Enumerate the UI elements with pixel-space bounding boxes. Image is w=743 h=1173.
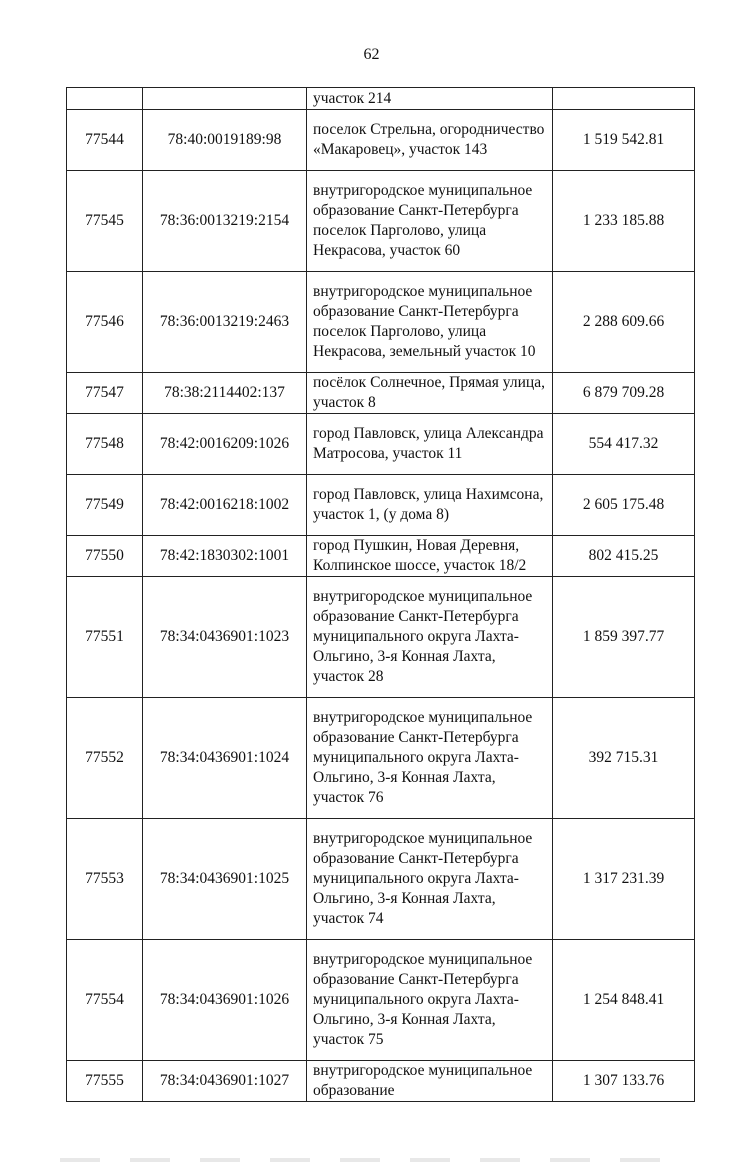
cadastral-value: 2 288 609.66 <box>553 272 695 373</box>
row-number: 77555 <box>67 1061 143 1102</box>
plot-address: внутригородское муниципальное образование <box>307 1061 553 1102</box>
cadastral-number: 78:42:0016218:1002 <box>143 475 307 536</box>
row-number: 77548 <box>67 414 143 475</box>
row-number: 77544 <box>67 110 143 171</box>
plot-address: город Павловск, улица Нахимсона, участок 1, (у дома 8) <box>307 475 553 536</box>
table-row <box>67 475 695 536</box>
plot-address: внутригородское муниципальное образование Санкт-Петербурга поселок Парголово, улица Некрасова, земельный участок 10 <box>307 272 553 373</box>
cadastral-number: 78:34:0436901:1025 <box>143 819 307 940</box>
cadastral-number: 78:40:0019189:98 <box>143 110 307 171</box>
cadastral-number: 78:42:0016209:1026 <box>143 414 307 475</box>
row-number: 77552 <box>67 698 143 819</box>
plot-address: участок 214 <box>307 88 553 110</box>
table-row <box>67 1061 695 1102</box>
cadastral-value: 1 859 397.77 <box>553 577 695 698</box>
plot-address: посёлок Солнечное, Прямая улица, участок 8 <box>307 373 553 414</box>
plot-address: внутригородское муниципальное образование Санкт-Петербурга муниципального округа Лахта-Ольгино, 3-я Конная Лахта, участок 28 <box>307 577 553 698</box>
plot-address: город Павловск, улица Александра Матросова, участок 11 <box>307 414 553 475</box>
cadastral-number: 78:34:0436901:1026 <box>143 940 307 1061</box>
table-row <box>67 536 695 577</box>
plot-address: город Пушкин, Новая Деревня, Колпинское шоссе, участок 18/2 <box>307 536 553 577</box>
table-body <box>67 88 695 1102</box>
plot-address: внутригородское муниципальное образование Санкт-Петербурга поселок Парголово, улица Некрасова, участок 60 <box>307 171 553 272</box>
cadastral-number: 78:42:1830302:1001 <box>143 536 307 577</box>
plot-address: поселок Стрельна, огородничество «Макаровец», участок 143 <box>307 110 553 171</box>
cadastral-number: 78:38:2114402:137 <box>143 373 307 414</box>
scan-edge-artifact <box>60 1158 690 1162</box>
plot-address: внутригородское муниципальное образование Санкт-Петербурга муниципального округа Лахта-Ольгино, 3-я Конная Лахта, участок 75 <box>307 940 553 1061</box>
table-row <box>67 110 695 171</box>
cadastral-number: 78:36:0013219:2154 <box>143 171 307 272</box>
page-number: 62 <box>363 46 380 63</box>
table-row <box>67 272 695 373</box>
row-number: 77545 <box>67 171 143 272</box>
cadastral-value: 1 307 133.76 <box>553 1061 695 1102</box>
table-row <box>67 414 695 475</box>
table-row <box>67 88 695 110</box>
row-number: 77546 <box>67 272 143 373</box>
cadastral-value: 1 233 185.88 <box>553 171 695 272</box>
table-row <box>67 940 695 1061</box>
table-row <box>67 577 695 698</box>
table-row <box>67 698 695 819</box>
row-number: 77550 <box>67 536 143 577</box>
cadastral-number: 78:36:0013219:2463 <box>143 272 307 373</box>
cadastral-number: 78:34:0436901:1027 <box>143 1061 307 1102</box>
row-number: 77551 <box>67 577 143 698</box>
land-plot-table <box>66 87 695 1102</box>
cadastral-value: 554 417.32 <box>553 414 695 475</box>
cadastral-value: 1 317 231.39 <box>553 819 695 940</box>
table-row <box>67 171 695 272</box>
cadastral-value <box>553 88 695 110</box>
cadastral-number: 78:34:0436901:1024 <box>143 698 307 819</box>
row-number: 77553 <box>67 819 143 940</box>
cadastral-number: 78:34:0436901:1023 <box>143 577 307 698</box>
cadastral-value: 6 879 709.28 <box>553 373 695 414</box>
row-number <box>67 88 143 110</box>
table-row <box>67 819 695 940</box>
cadastral-value: 1 519 542.81 <box>553 110 695 171</box>
cadastral-value: 1 254 848.41 <box>553 940 695 1061</box>
cadastral-value: 392 715.31 <box>553 698 695 819</box>
plot-address: внутригородское муниципальное образование Санкт-Петербурга муниципального округа Лахта-Ольгино, 3-я Конная Лахта, участок 76 <box>307 698 553 819</box>
row-number: 77554 <box>67 940 143 1061</box>
table-row <box>67 373 695 414</box>
cadastral-number <box>143 88 307 110</box>
row-number: 77549 <box>67 475 143 536</box>
row-number: 77547 <box>67 373 143 414</box>
cadastral-value: 802 415.25 <box>553 536 695 577</box>
plot-address: внутригородское муниципальное образование Санкт-Петербурга муниципального округа Лахта-Ольгино, 3-я Конная Лахта, участок 74 <box>307 819 553 940</box>
cadastral-value: 2 605 175.48 <box>553 475 695 536</box>
